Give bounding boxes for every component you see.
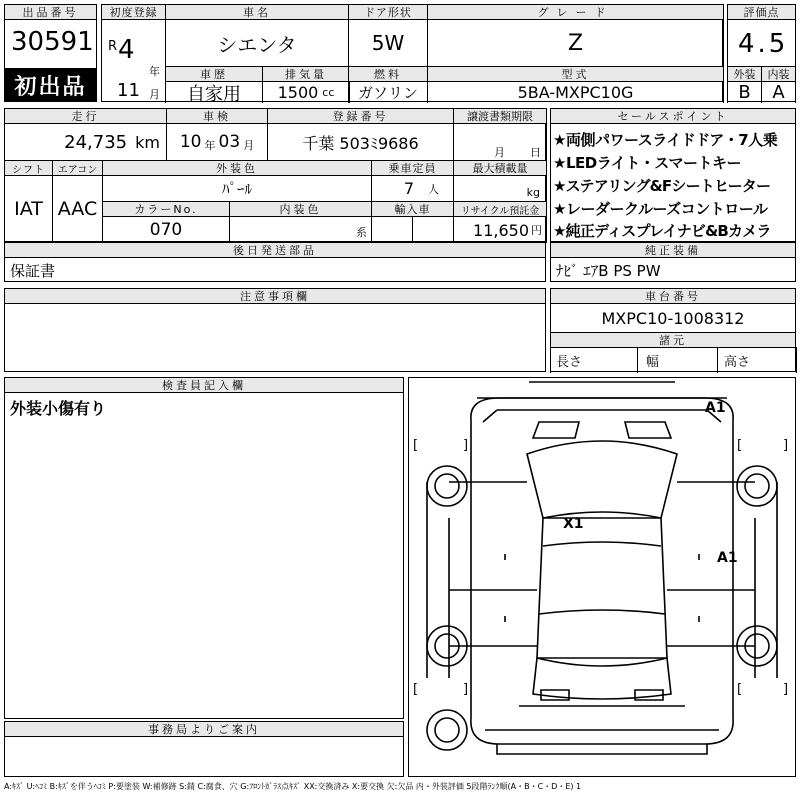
ext-color-value: ﾊﾟｰﾙ	[102, 175, 372, 202]
displacement-unit: cc	[322, 86, 335, 99]
equipment-label: 純正装備	[550, 242, 796, 258]
bracket-mark: ]	[783, 682, 789, 697]
inspector-text: 外装小傷有り	[10, 399, 107, 418]
dims-width: 幅	[637, 347, 718, 373]
car-name-label: 車名	[165, 4, 349, 20]
grade-label: グレード	[427, 4, 724, 20]
plate-label: 登録番号	[267, 108, 454, 124]
selling-points-label: セールスポイント	[550, 108, 796, 124]
max-load-cell	[453, 175, 547, 202]
equipment-value: ﾅﾋﾞ ｴｱB PS PW	[556, 262, 661, 280]
shift-label: シフト	[4, 160, 53, 176]
first-reg-year-unit: 年	[149, 65, 160, 78]
ext-color-label: 外装色	[102, 160, 372, 176]
mileage-unit: km	[135, 132, 160, 152]
transfer-label: 譲渡書類期限	[453, 108, 547, 124]
inspector-label: 検査員記入欄	[4, 377, 404, 393]
inspection-year-unit: 年	[204, 139, 216, 152]
ac-label: エアコン	[52, 160, 103, 176]
first-reg-year: 4	[118, 35, 135, 65]
inspection-month-unit: 月	[243, 139, 255, 152]
first-reg-month-unit: 月	[149, 88, 160, 101]
bracket-mark: ]	[463, 682, 469, 697]
displacement-cell	[262, 81, 350, 103]
office-label: 事務局よりご案内	[4, 721, 404, 737]
first-reg-label: 初度登録	[101, 4, 166, 20]
bracket-mark: [	[413, 438, 419, 453]
score-label: 評価点	[727, 4, 796, 20]
lot-number: 30591	[11, 27, 94, 57]
recycle-value: 11,650	[473, 220, 529, 240]
mileage-cell	[4, 123, 167, 161]
shift-value: IAT	[4, 175, 53, 243]
office-box	[4, 721, 404, 777]
first-reg-month: 11	[117, 80, 140, 101]
transfer-month-unit: 月	[494, 146, 505, 159]
damage-mark: X1	[563, 516, 584, 532]
score-ext-value: B	[727, 81, 762, 103]
selling-point-item: ★レーダークルーズコントロール	[553, 200, 768, 218]
ac-value: AAC	[52, 175, 103, 243]
bracket-mark: ]	[463, 438, 469, 453]
int-color-unit: 系	[356, 226, 367, 239]
equipment-box	[550, 242, 796, 282]
dims-length: 長さ	[550, 347, 638, 373]
door-label: ドア形状	[348, 4, 428, 20]
dims-height: 高さ	[717, 347, 797, 373]
selling-points-box	[550, 108, 796, 242]
mileage-label: 走行	[4, 108, 167, 124]
inspection-month: 03	[218, 132, 241, 152]
mid-info-table	[4, 108, 546, 242]
notes-box	[4, 288, 546, 372]
history-value: 自家用	[165, 81, 263, 103]
int-color-cell	[229, 216, 372, 243]
damage-mark: A1	[717, 550, 738, 566]
max-load-unit: kg	[526, 186, 540, 199]
later-parts-box	[4, 242, 546, 282]
later-parts-label: 後日発送部品	[4, 242, 546, 258]
score-block	[727, 4, 796, 102]
transfer-day-unit: 日	[530, 146, 541, 159]
top-info-table	[101, 4, 723, 105]
bracket-mark: [	[737, 438, 743, 453]
history-label: 車歴	[165, 66, 263, 82]
model-value: 5BA-MXPC10G	[427, 81, 724, 103]
grade-value: Z	[427, 19, 724, 67]
selling-point-item: ★純正ディスプレイナビ&Bカメラ	[553, 222, 771, 240]
score-ext-label: 外装	[727, 66, 762, 82]
plate-value: 千葉 503ﾐ9686	[267, 123, 454, 161]
transfer-cell	[453, 123, 547, 161]
displacement-value: 1500	[277, 83, 319, 102]
selling-point-item: ★LEDライト・スマートキー	[553, 154, 741, 172]
legend-footer: A:ｷｽﾞ U:ﾍｺﾐ B:ｷｽﾞを伴うﾍｺﾐ P:要塗装 W:補修跡 S:錆 C:腐食、穴 G:ﾌﾛﾝﾄｶﾞﾗｽ点ｷｽﾞ XX:交換済み X:要交換 欠:欠品 内・外装評価 5段階ﾗﾝｸ順(A・B・C・D・E) 1	[4, 782, 582, 791]
lot-block	[4, 4, 97, 102]
notes-label: 注意事項欄	[4, 288, 546, 304]
damage-diagram-box	[408, 377, 796, 777]
damage-mark: A1	[705, 400, 726, 416]
capacity-unit: 人	[428, 182, 439, 196]
color-no-value: 070	[102, 216, 230, 243]
recycle-label: リサイクル預託金	[453, 201, 547, 217]
chassis-box	[550, 288, 796, 372]
color-no-label: カラーNo.	[102, 201, 230, 217]
capacity-cell	[371, 175, 454, 202]
inspection-label: 車検	[166, 108, 268, 124]
capacity-label: 乗車定員	[371, 160, 454, 176]
lot-label: 出品番号	[4, 4, 97, 20]
import-label: 輸入車	[371, 201, 454, 217]
bracket-mark: [	[737, 682, 743, 697]
bracket-mark: [	[413, 682, 419, 697]
bracket-mark: ]	[783, 438, 789, 453]
model-label: 型式	[427, 66, 724, 82]
door-value: 5W	[348, 19, 428, 67]
fuel-value: ガソリン	[348, 81, 428, 103]
displacement-label: 排気量	[262, 66, 350, 82]
mileage-value: 24,735	[64, 131, 128, 153]
fuel-label: 燃料	[348, 66, 428, 82]
score-int-value: A	[761, 81, 796, 103]
import-cell-a	[371, 216, 413, 243]
later-parts-value: 保証書	[10, 262, 56, 280]
selling-point-item: ★両側パワースライドドア・7人乗	[553, 131, 778, 149]
recycle-unit: 円	[531, 224, 542, 237]
int-color-label: 内装色	[229, 201, 372, 217]
chassis-label: 車台番号	[550, 288, 796, 304]
score-value: 4.5	[738, 29, 789, 59]
recycle-cell	[453, 216, 547, 243]
score-int-label: 内装	[761, 66, 796, 82]
first-reg-era: R	[108, 39, 118, 54]
inspection-cell	[166, 123, 268, 161]
capacity-value: 7	[403, 179, 414, 198]
max-load-label: 最大積載量	[453, 160, 547, 176]
inspector-box	[4, 377, 404, 719]
inspection-year: 10	[179, 132, 202, 152]
dims-label: 諸元	[550, 332, 796, 348]
car-name-value: シエンタ	[165, 19, 349, 67]
selling-point-item: ★ステアリング&Fシートヒーター	[553, 177, 771, 195]
first-listing-badge: 初出品	[4, 68, 97, 102]
import-cell-b	[412, 216, 454, 243]
chassis-value: MXPC10-1008312	[550, 303, 796, 333]
